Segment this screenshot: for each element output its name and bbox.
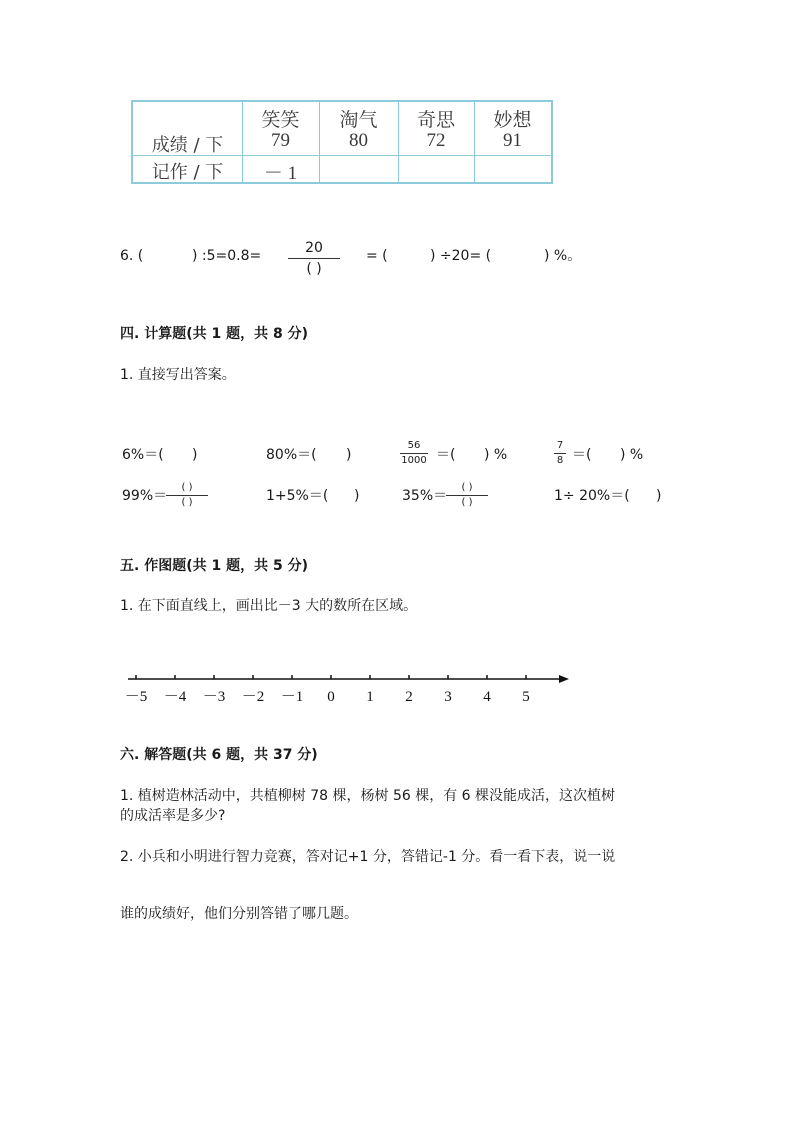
calc-expr: 80%＝( <box>266 447 317 463</box>
q6-text: = ( <box>366 248 388 264</box>
calc-close: ) % <box>620 447 644 463</box>
number-line-label: －4 <box>163 689 187 705</box>
fraction-numerator: 20 <box>305 240 323 256</box>
number-line-label: －3 <box>202 689 226 705</box>
row-label: 成绩 / 下 <box>151 135 224 156</box>
section-title: 五. 作图题(共 1 题，共 5 分) <box>120 558 308 574</box>
fraction-bar <box>554 453 566 454</box>
section-title: 四. 计算题(共 1 题，共 8 分) <box>120 326 308 342</box>
number-line-label: 5 <box>522 689 530 705</box>
calc-expr: 35%＝ <box>402 488 448 504</box>
calc-expr: ＝( <box>436 447 456 463</box>
table-cell: － 1 <box>263 163 298 184</box>
q6-fraction <box>288 239 340 279</box>
q6-prefix: 6. ( <box>120 248 144 264</box>
fraction-bar <box>288 258 340 259</box>
fraction-bar <box>166 495 208 496</box>
fraction-denominator: 8 <box>556 455 564 466</box>
calc-fraction <box>446 482 488 510</box>
fraction-numerator: 56 <box>407 440 421 451</box>
table-header: 妙想 <box>493 109 532 131</box>
calc-expr: 6%＝( <box>122 447 164 463</box>
calc-expr: 1+5%＝( <box>266 488 329 504</box>
arrow-right-icon <box>559 675 569 683</box>
number-line-label: 3 <box>444 689 452 705</box>
score-table <box>131 100 553 184</box>
number-line <box>120 668 580 712</box>
fraction-bar <box>446 495 488 496</box>
fraction-numerator: ( ) <box>181 482 193 493</box>
calc-expr: ＝( <box>572 447 592 463</box>
number-line-label: －2 <box>241 689 265 705</box>
question-text: 1. 植树造林活动中，共植柳树 78 棵，杨树 56 棵，有 6 棵没能成活，这次植树 <box>120 788 616 804</box>
q6-text: ) %。 <box>544 248 582 264</box>
calc-expr: 1÷ 20%＝( <box>554 488 630 504</box>
table-cell: 72 <box>426 130 446 151</box>
table-cell: 79 <box>271 130 290 151</box>
question-text: 1. 在下面直线上，画出比－3 大的数所在区域。 <box>120 598 418 614</box>
question-text: 谁的成绩好，他们分别答错了哪几题。 <box>120 906 358 922</box>
fraction-denominator: 1000 <box>401 455 427 466</box>
calc-close: ) <box>354 488 360 504</box>
fraction-bar <box>400 453 428 454</box>
calc-close: ) % <box>484 447 508 463</box>
number-line-label: －1 <box>280 689 304 705</box>
table-header: 奇思 <box>416 109 455 131</box>
q6-text: ) :5=0.8= <box>192 248 262 264</box>
number-line-label: 2 <box>405 689 413 705</box>
table-header: 笑笑 <box>261 109 300 131</box>
q6-text: ) ÷20= ( <box>430 248 492 264</box>
calc-fraction <box>400 440 428 468</box>
number-line-label: 1 <box>366 689 374 705</box>
calc-close: ) <box>346 447 352 463</box>
fraction-denominator: ( ) <box>306 261 322 277</box>
table-cell: 80 <box>349 130 368 151</box>
calc-expr: 99%＝ <box>122 488 168 504</box>
table-cell: 91 <box>503 130 522 151</box>
calc-fraction <box>554 440 566 468</box>
calc-close: ) <box>192 447 198 463</box>
row-label: 记作 / 下 <box>151 162 224 183</box>
fraction-numerator: 7 <box>556 440 564 451</box>
question-text: 的成活率是多少? <box>120 808 226 824</box>
calc-close: ) <box>656 488 662 504</box>
section-title: 六. 解答题(共 6 题，共 37 分) <box>120 747 318 763</box>
table-header: 淘气 <box>339 109 378 131</box>
calc-fraction <box>166 482 208 510</box>
fraction-denominator: ( ) <box>181 497 193 508</box>
number-line-label: －5 <box>124 689 148 705</box>
fraction-denominator: ( ) <box>461 497 473 508</box>
question-text: 2. 小兵和小明进行智力竞赛，答对记+1 分，答错记-1 分。看一看下表，说一说 <box>120 849 616 865</box>
number-line-label: 4 <box>483 689 491 705</box>
number-line-label: 0 <box>327 689 335 705</box>
question-text: 1. 直接写出答案。 <box>120 367 236 383</box>
fraction-numerator: ( ) <box>461 482 473 493</box>
